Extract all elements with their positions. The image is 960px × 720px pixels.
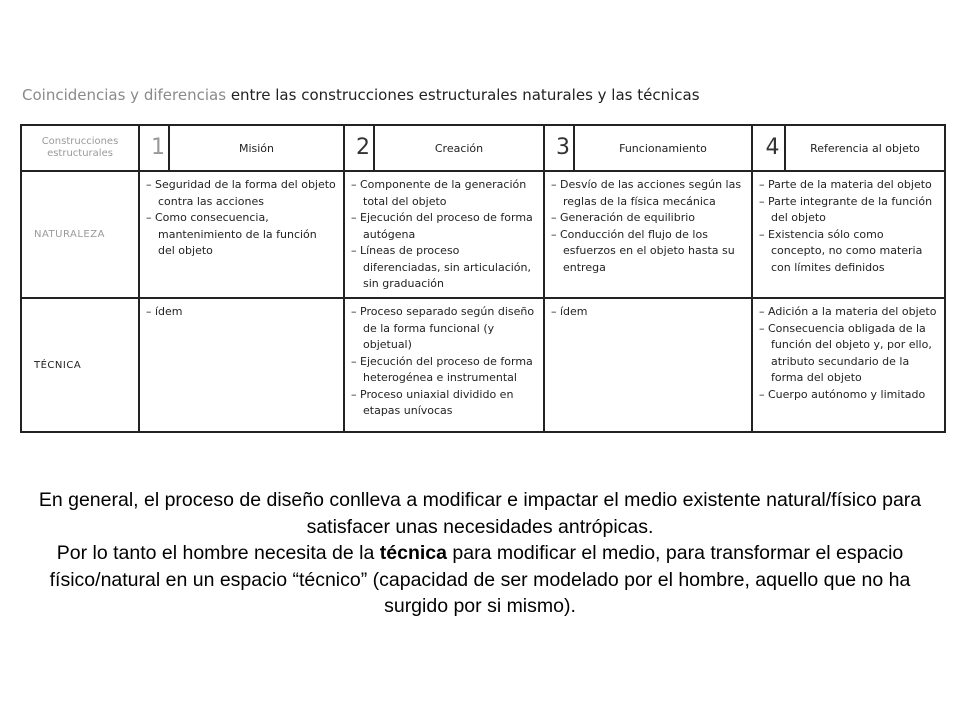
list-item: – Existencia sólo como concepto, no como materia con límites definidos — [759, 227, 938, 277]
list-item: – Como consecuencia, mantenimiento de la función del objeto — [146, 210, 337, 260]
list-item: – Parte de la materia del objeto — [759, 177, 938, 194]
figure-title-rest: entre las construcciones estructurales naturales y las técnicas — [230, 86, 700, 104]
cell-naturaleza-funcionamiento — [544, 171, 752, 298]
list-item: – Seguridad de la forma del objeto contra las acciones — [146, 177, 337, 210]
column-number-4: 4 — [752, 125, 785, 171]
cell-naturaleza-mision — [139, 171, 344, 298]
list-item: – Líneas de proceso diferenciadas, sin articulación, sin graduación — [351, 243, 537, 293]
highlighted-term: técnica — [379, 542, 447, 565]
list-item: – ídem — [146, 304, 337, 321]
list-item: – Parte integrante de la función del objeto — [759, 194, 938, 227]
table-row-naturaleza — [21, 171, 945, 298]
list-item: – Cuerpo autónomo y limitado — [759, 387, 938, 404]
paragraph-1: En general, el proceso de diseño conlleva a modificar e impactar el medio existente natural/físico para satisfacer unas necesidades antrópicas. — [38, 489, 922, 538]
column-header-funcionamiento: Funcionamiento — [574, 125, 752, 171]
row-label-naturaleza: NATURALEZA — [21, 171, 139, 298]
column-header-creacion: Creación — [374, 125, 544, 171]
comparison-table — [20, 124, 946, 433]
figure-title — [22, 86, 700, 104]
paragraph-2-end: para modificar el medio, para transformar el espacio físico/natural en un espacio “técnico” (capacidad de ser modelado por el hombre, aquello que no ha surgido por si mismo). — [49, 542, 911, 618]
list-item: – Generación de equilibrio — [551, 210, 745, 227]
column-number-2: 2 — [344, 125, 374, 171]
column-number-3: 3 — [544, 125, 574, 171]
paragraph-2-start: Por lo tanto el hombre necesita de la — [56, 542, 380, 565]
list-item: – Componente de la generación total del objeto — [351, 177, 537, 210]
column-header-mision: Misión — [169, 125, 344, 171]
table-row-tecnica — [21, 298, 945, 432]
column-number-1: 1 — [139, 125, 169, 171]
list-item: – Consecuencia obligada de la función del objeto y, por ello, atributo secundario de la forma del objeto — [759, 321, 938, 387]
explanation-text — [20, 487, 940, 620]
cell-naturaleza-creacion — [344, 171, 544, 298]
list-item: – ídem — [551, 304, 745, 321]
cell-tecnica-mision — [139, 298, 344, 432]
list-item: – Ejecución del proceso de forma autógena — [351, 210, 537, 243]
figure-title-faint: Coincidencias y diferencias — [22, 86, 227, 104]
list-item: – Proceso separado según diseño de la forma funcional (y objetual) — [351, 304, 537, 354]
cell-tecnica-funcionamiento — [544, 298, 752, 432]
corner-label: Construcciones estructurales — [21, 125, 139, 171]
table-header-row — [21, 125, 945, 171]
list-item: – Proceso uniaxial dividido en etapas unívocas — [351, 387, 537, 420]
paragraph-2 — [20, 540, 940, 620]
list-item: – Conducción del flujo de los esfuerzos en el objeto hasta su entrega — [551, 227, 745, 277]
list-item: – Adición a la materia del objeto — [759, 304, 938, 321]
row-label-tecnica: TÉCNICA — [21, 298, 139, 432]
cell-tecnica-referencia — [752, 298, 945, 432]
cell-naturaleza-referencia — [752, 171, 945, 298]
list-item: – Desvío de las acciones según las reglas de la física mecánica — [551, 177, 745, 210]
list-item: – Ejecución del proceso de forma heterogénea e instrumental — [351, 354, 537, 387]
cell-tecnica-creacion — [344, 298, 544, 432]
column-header-referencia: Referencia al objeto — [785, 125, 945, 171]
